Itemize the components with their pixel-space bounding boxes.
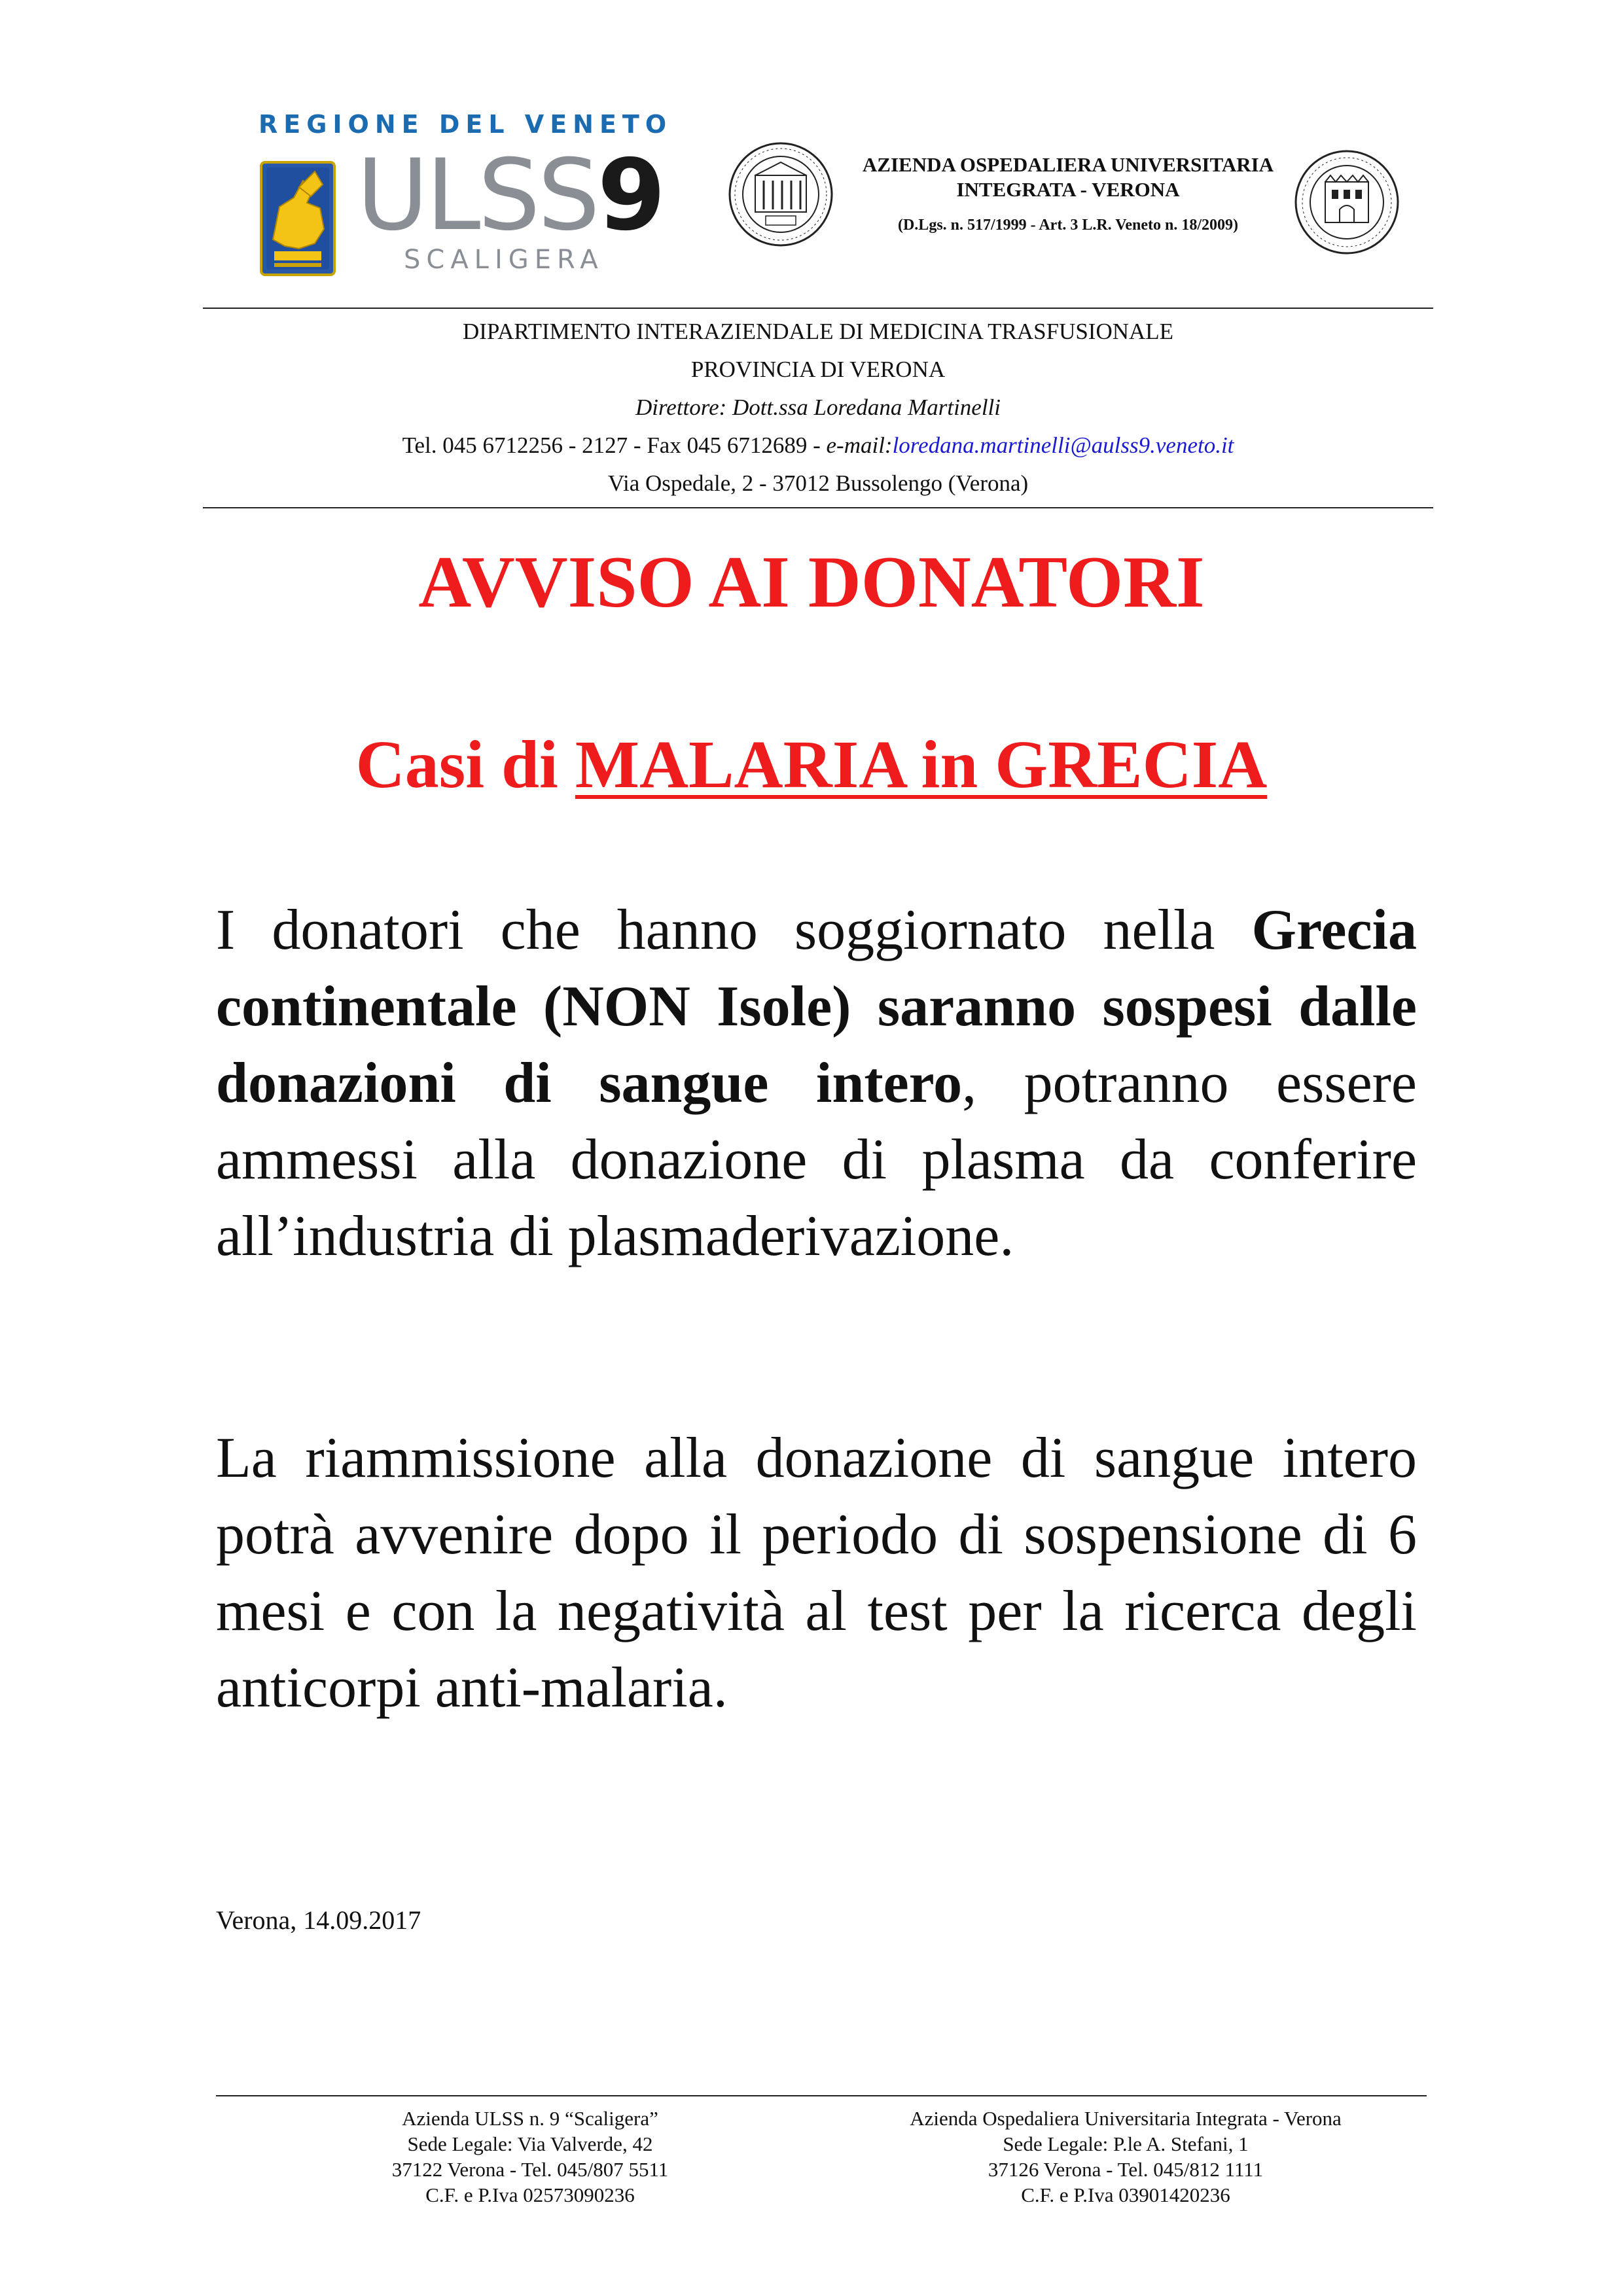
- email-label: e-mail:: [826, 433, 893, 458]
- paragraph-start: I donatori che hanno soggiornato nella: [216, 898, 1252, 962]
- department-contacts: [203, 427, 1433, 465]
- department-name: DIPARTIMENTO INTERAZIENDALE DI MEDICINA TRASFUSIONALE: [462, 319, 1174, 344]
- university-seal-icon: [1294, 149, 1400, 255]
- department-address: Via Ospedale, 2 - 37012 Bussolengo (Verona): [607, 470, 1029, 496]
- footer-line: C.F. e P.Iva 02573090236: [425, 2183, 635, 2206]
- subtitle-highlight: MALARIA in GRECIA: [575, 727, 1268, 802]
- footer-line: 37122 Verona - Tel. 045/807 5511: [391, 2158, 669, 2181]
- notice-paragraph-suspension: [216, 892, 1417, 1275]
- footer-line: Azienda ULSS n. 9 “Scaligera”: [402, 2107, 658, 2130]
- notice-date: Verona, 14.09.2017: [216, 1905, 421, 1935]
- ulss-wordmark: [357, 139, 666, 253]
- ulss-number: 9: [597, 139, 666, 253]
- ulss9-logo: [259, 110, 673, 280]
- email-link[interactable]: loredana.martinelli@aulss9.veneto.it: [892, 433, 1234, 458]
- footer-divider: [216, 2095, 1427, 2096]
- paragraph-end: , potranno essere ammessi alla donazione di plasma da conferire all’industria di plasmaderivazione.: [216, 1051, 1417, 1268]
- footer-line: Azienda Ospedaliera Universitaria Integrata - Verona: [910, 2107, 1342, 2130]
- department-divider: [203, 507, 1433, 508]
- subtitle-prefix: Casi di: [355, 727, 575, 802]
- notice-title: AVVISO AI DONATORI: [418, 542, 1205, 623]
- footer-aoui: [838, 2106, 1414, 2208]
- regione-veneto-label: REGIONE DEL VENETO: [259, 110, 673, 139]
- notice-subtitle: [0, 724, 1623, 805]
- phone-fax: Tel. 045 6712256 - 2127 - Fax 045 6712689 -: [402, 433, 827, 458]
- department-province: PROVINCIA DI VERONA: [690, 357, 946, 382]
- aoui-city: INTEGRATA - VERONA: [956, 178, 1180, 201]
- scaligera-label: SCALIGERA: [404, 245, 604, 275]
- footer-line: Sede Legale: P.le A. Stefani, 1: [1003, 2132, 1249, 2155]
- footer-line: C.F. e P.Iva 03901420236: [1021, 2183, 1230, 2206]
- aoui-heading: [839, 152, 1297, 236]
- footer-ulss: [281, 2106, 779, 2208]
- aoui-name: AZIENDA OSPEDALIERA UNIVERSITARIA: [862, 153, 1274, 176]
- paragraph-bold: Grecia continentale (NON Isole) saranno sospesi dalle donazioni di sangue intero: [216, 898, 1417, 1115]
- header-divider: [203, 308, 1433, 309]
- department-director: Direttore: Dott.ssa Loredana Martinelli: [635, 395, 1001, 420]
- notice-paragraph-readmission: La riammissione alla donazione di sangue intero potrà avvenire dopo il periodo di sospensione di 6 mesi e con la negatività al test per la ricerca degli anticorpi anti-malaria.: [216, 1426, 1417, 1720]
- university-seal-icon: [728, 141, 834, 247]
- lion-of-saint-mark-icon: [260, 161, 336, 276]
- footer-line: 37126 Verona - Tel. 045/812 1111: [988, 2158, 1264, 2181]
- footer-line: Sede Legale: Via Valverde, 42: [407, 2132, 653, 2155]
- department-info: [203, 313, 1433, 503]
- ulss-brand: ULSS: [357, 139, 597, 253]
- aoui-legal-reference: (D.Lgs. n. 517/1999 - Art. 3 L.R. Veneto n. 18/2009): [897, 217, 1239, 234]
